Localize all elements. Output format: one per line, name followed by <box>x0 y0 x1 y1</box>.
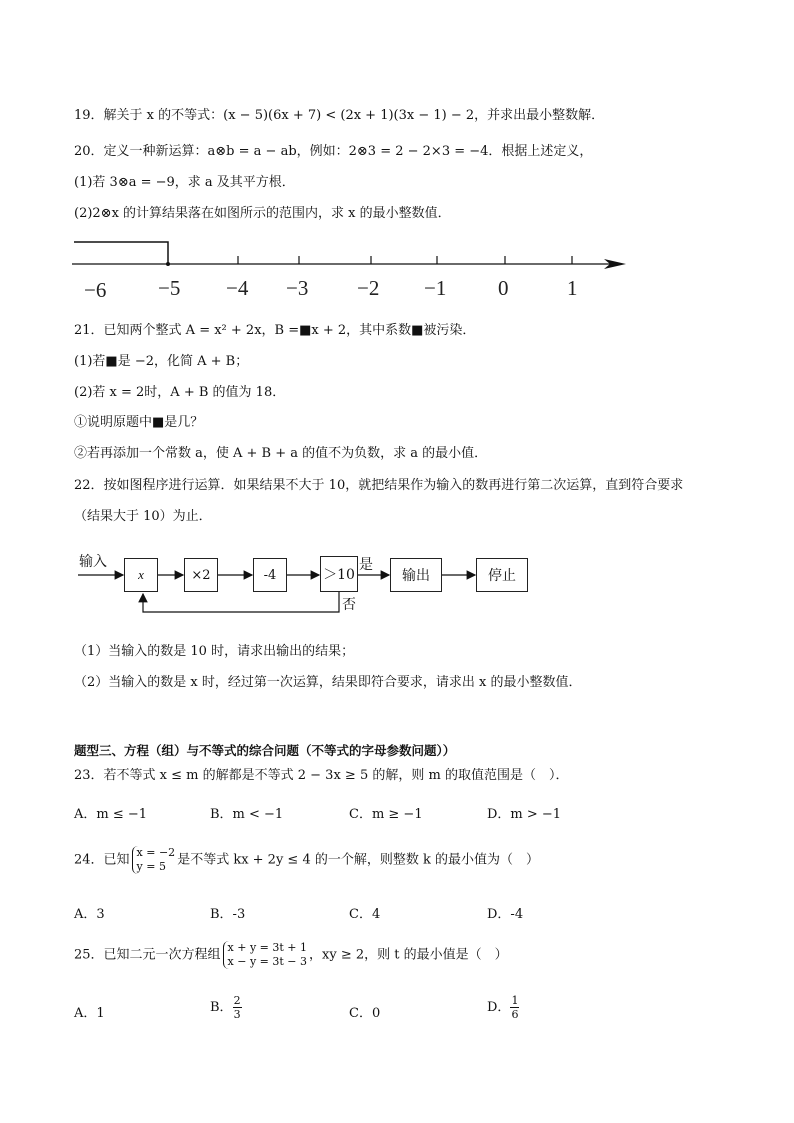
tick-label: 1 <box>567 276 578 300</box>
option-c: C．4 <box>349 907 381 922</box>
question-20: 20．定义一种新运算：a⊗b = a − ab，例如：2⊗3 = 2 − 2×3 = −4．根据上述定义， <box>74 144 593 159</box>
question-22: 22．按如图程序进行运算．如果结果不大于 10，就把结果作为输入的数再进行第二次运算，直到符合要求 <box>74 478 684 493</box>
fraction-numerator: 1 <box>511 994 519 1007</box>
flow-box-output: 输出 <box>390 558 442 592</box>
number-line <box>0 238 794 308</box>
fraction-numerator: 2 <box>233 994 241 1007</box>
option-a: A．3 <box>74 907 105 922</box>
option-a: A．m ≤ −1 <box>74 807 148 822</box>
option-b-label: B． <box>210 1000 233 1015</box>
tick-label: 0 <box>498 276 509 300</box>
question-25 <box>74 941 508 970</box>
fraction-denominator: 3 <box>233 1008 241 1021</box>
question-22-part-2: （2）当输入的数是 x 时，经过第一次运算，结果即符合要求，请求出 x 的最小整数值． <box>74 675 582 690</box>
tick-label: −6 <box>84 278 107 302</box>
flow-box-x: x <box>124 558 158 592</box>
equation-system <box>132 846 176 874</box>
question-24 <box>74 846 539 875</box>
flow-input-label: 输入 <box>79 554 107 570</box>
option-d: D．m > −1 <box>487 807 562 822</box>
question-25-pre: 25．已知二元一次方程组 <box>74 947 221 963</box>
flow-box-stop: 停止 <box>476 558 528 592</box>
option-d: D．-4 <box>487 907 524 922</box>
question-25-post: ，xy ≥ 2，则 t 的最小值是（ ） <box>309 947 508 963</box>
tick-label: −5 <box>158 276 181 300</box>
flow-box-multiply: ×2 <box>184 558 218 592</box>
question-20-part-1: (1)若 3⊗a = −9，求 a 及其平方根． <box>74 175 295 190</box>
question-21-sub-2: ②若再添加一个常数 a，使 A + B + a 的值不为负数，求 a 的最小值． <box>74 446 488 461</box>
flow-no-label: 否 <box>342 597 356 613</box>
fraction-denominator: 6 <box>511 1008 519 1021</box>
option-a: A．1 <box>74 1006 105 1021</box>
system-line-2: y = 5 <box>136 860 166 873</box>
option-c: C．m ≥ −1 <box>349 807 423 822</box>
question-21-sub-1: ①说明原题中■是几？ <box>74 415 204 430</box>
option-b: B．-3 <box>210 907 246 922</box>
system-line-1: x + y = 3t + 1 <box>227 941 308 954</box>
flow-box-condition: ＞10 <box>320 556 358 592</box>
question-22-part-1: （1）当输入的数是 10 时，请求出输出的结果； <box>74 644 355 659</box>
fraction <box>233 994 242 1021</box>
question-23: 23．若不等式 x ≤ m 的解都是不等式 2 − 3x ≥ 5 的解，则 m 的取值范围是（ ）． <box>74 768 569 783</box>
option-b: B．m < −1 <box>210 807 284 822</box>
question-20-part-2: (2)2⊗x 的计算结果落在如图所示的范围内，求 x 的最小整数值． <box>74 206 451 221</box>
fraction <box>510 994 519 1021</box>
question-22-cont: （结果大于 10）为止． <box>74 509 212 524</box>
question-21-part-1: (1)若■是 −2，化简 A + B； <box>74 354 249 369</box>
option-c: C．0 <box>349 1006 381 1021</box>
option-d-label: D． <box>487 1000 511 1015</box>
question-24-pre: 24．已知 <box>74 852 130 868</box>
system-line-1: x = −2 <box>136 846 176 859</box>
question-21-part-2: (2)若 x = 2时，A + B 的值为 18． <box>74 385 286 400</box>
question-19: 19．解关于 x 的不等式：(x − 5)(6x + 7) < (2x + 1)(3x − 1) − 2，并求出最小整数解． <box>74 108 605 123</box>
tick-label: −4 <box>226 276 249 300</box>
question-21: 21．已知两个整式 A = x² + 2x，B =■x + 2，其中系数■被污染． <box>74 323 476 338</box>
tick-label: −2 <box>357 276 380 300</box>
number-line-region <box>74 242 168 264</box>
tick-label: −3 <box>286 276 309 300</box>
question-24-post: 是不等式 kx + 2y ≤ 4 的一个解，则整数 k 的最小值为（ ） <box>177 852 540 868</box>
equation-system <box>223 941 307 969</box>
flow-yes-label: 是 <box>359 557 373 573</box>
flow-box-subtract: -4 <box>253 558 287 592</box>
option-d <box>487 994 519 1021</box>
option-b <box>210 994 242 1021</box>
tick-label: −1 <box>424 276 447 300</box>
system-line-2: x − y = 3t − 3 <box>227 955 308 968</box>
section-title: 题型三、方程（组）与不等式的综合问题（不等式的字母参数问题）） <box>74 743 456 758</box>
